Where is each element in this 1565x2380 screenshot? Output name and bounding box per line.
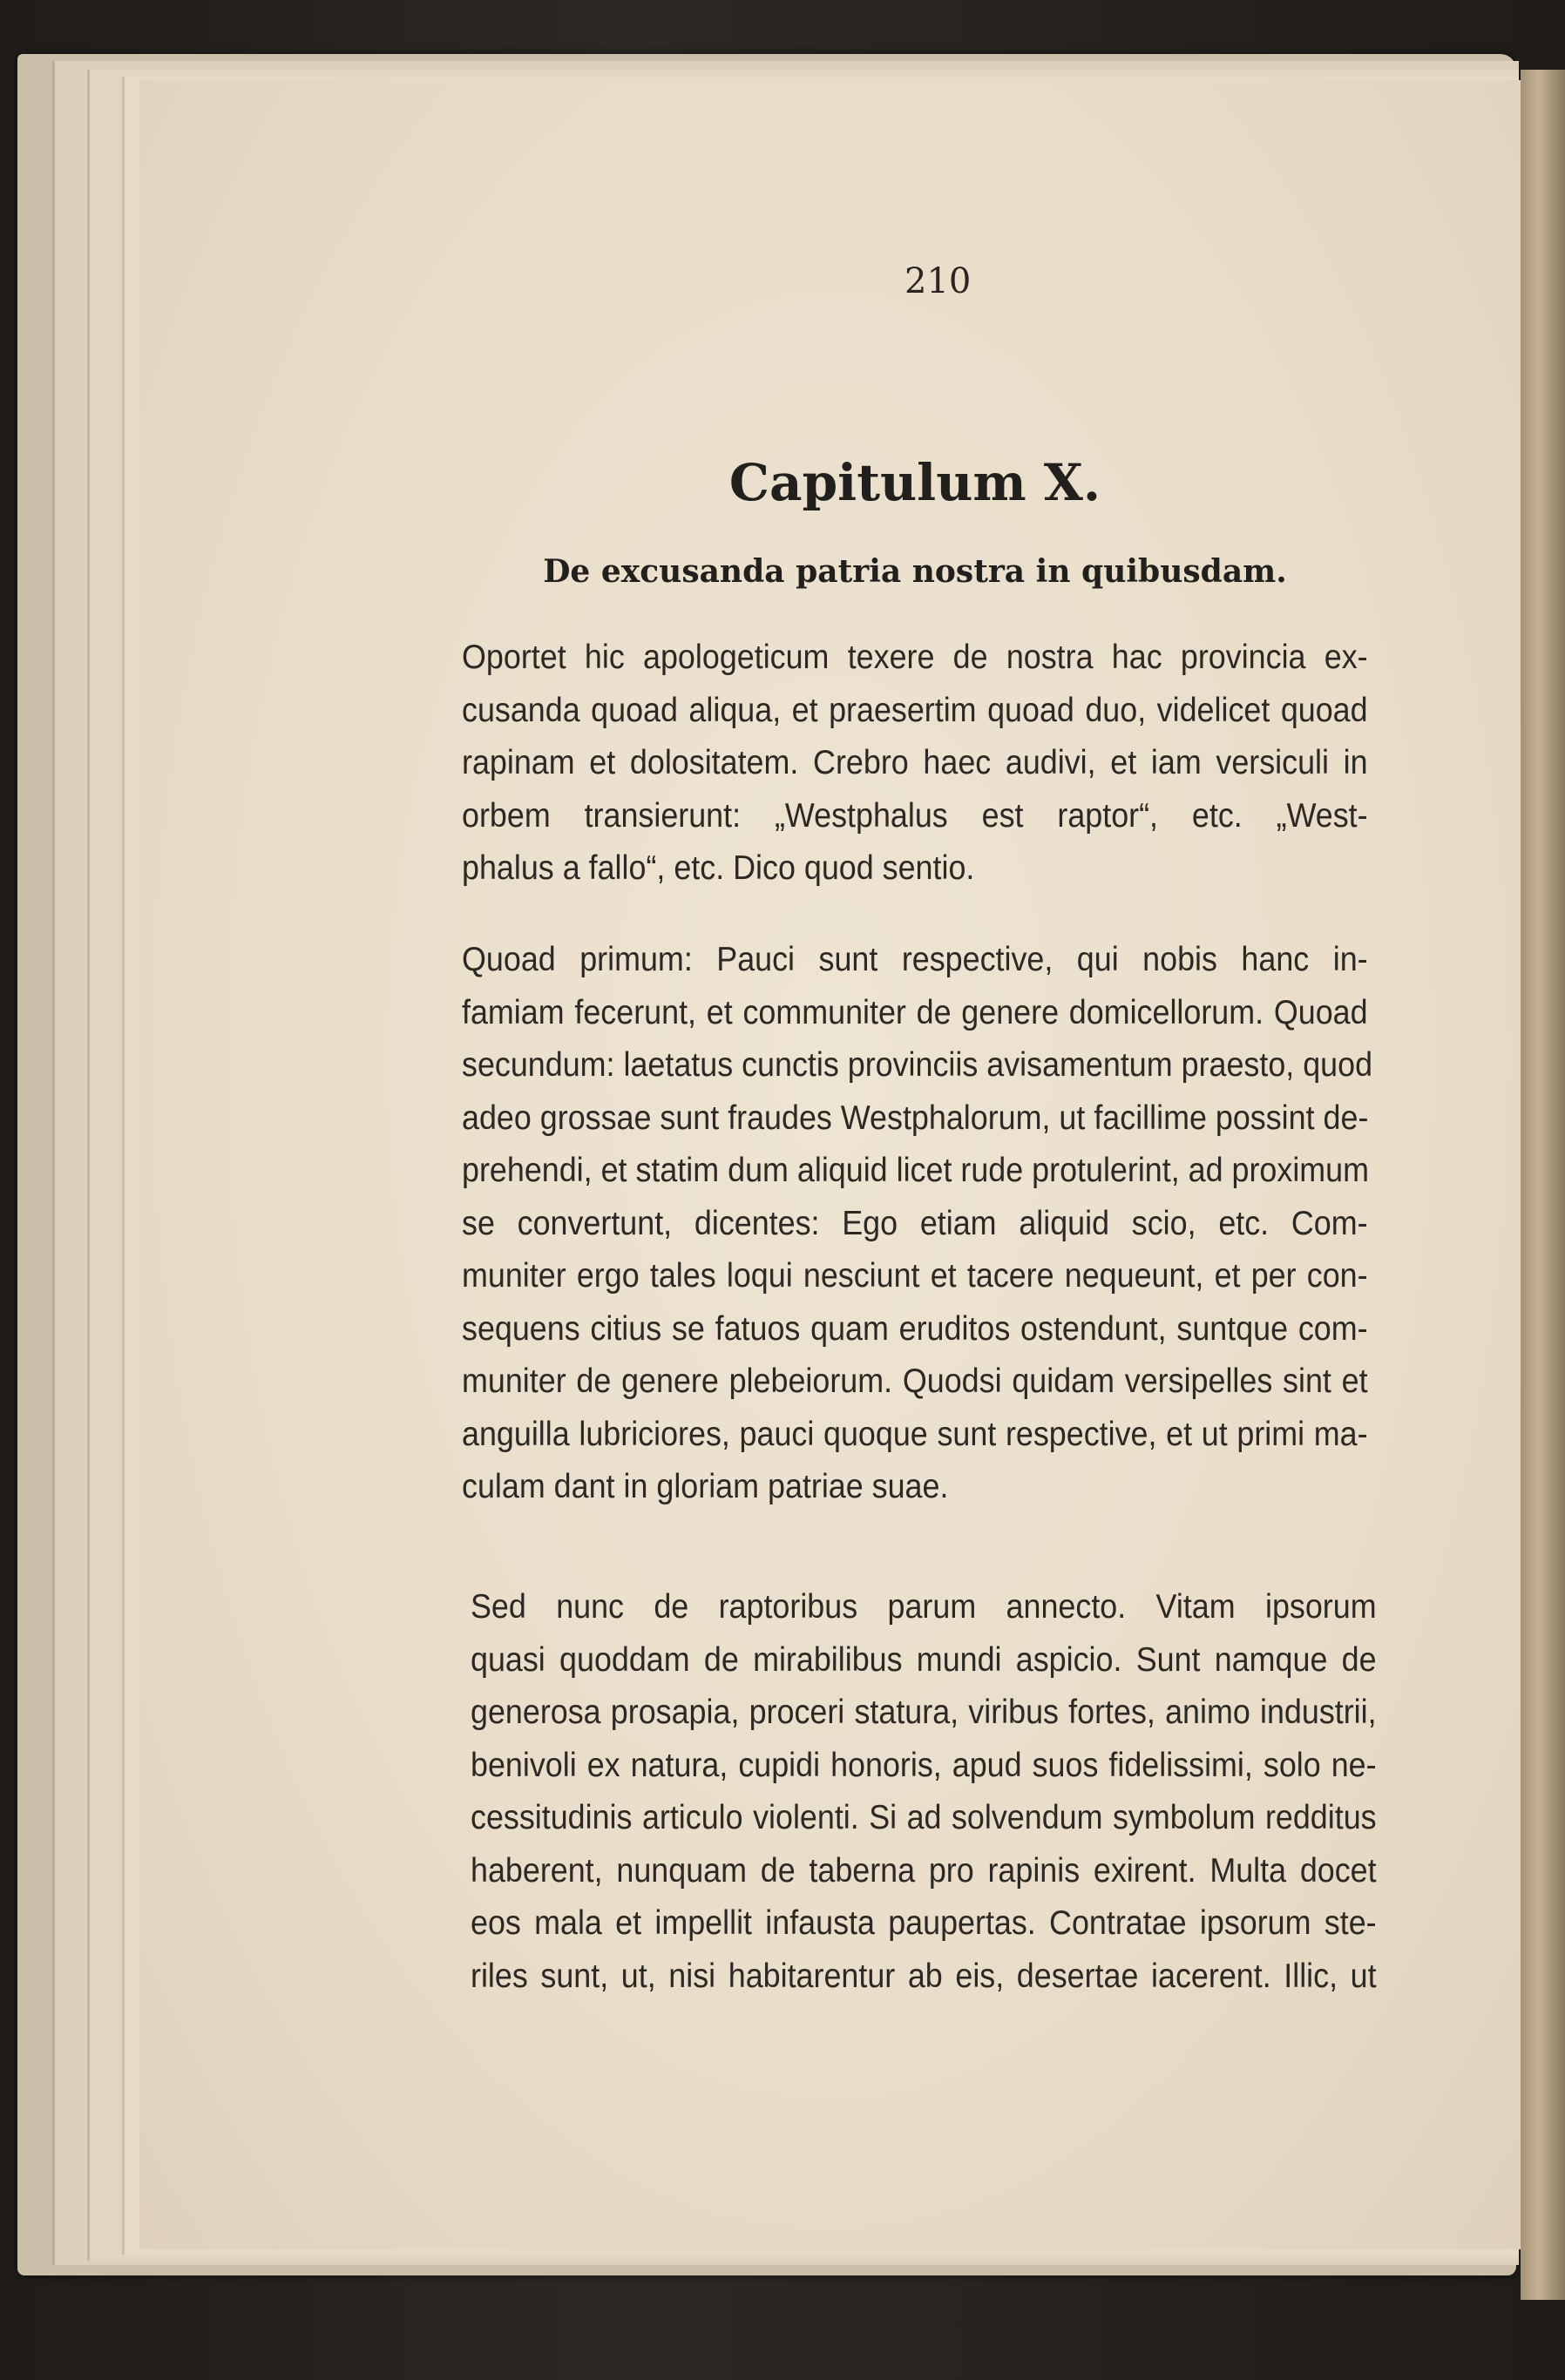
- text-line: cessitudinis articulo violenti. Si ad solvendum symbolum redditus: [471, 1799, 1377, 1836]
- text-line: anguilla lubriciores, pauci quoque sunt respective, et ut primi ma-: [462, 1415, 1368, 1453]
- text-line: benivoli ex natura, cupidi honoris, apud suos fidelissimi, solo ne-: [471, 1746, 1377, 1784]
- text-line: eos mala et impellit infausta paupertas. Contratae ipsorum ste-: [471, 1904, 1377, 1942]
- text-line: muniter ergo tales loqui nesciunt et tacere nequeunt, et per con-: [462, 1257, 1368, 1295]
- paragraph-3: [471, 1581, 1377, 2003]
- page-number: 210: [904, 261, 972, 301]
- text-line: prehendi, et statim dum aliquid licet rude protulerint, ad proximum: [462, 1152, 1370, 1189]
- chapter-title: Capitulum X.: [728, 453, 1101, 512]
- text-line: Oportet hic apologeticum texere de nostra hac provincia ex-: [462, 639, 1368, 676]
- text-line: Sed nunc de raptoribus parum annecto. Vitam ipsorum: [471, 1588, 1377, 1626]
- text-line: haberent, nunquam de taberna pro rapinis exirent. Multa docet: [471, 1851, 1377, 1890]
- text-line: orbem transierunt: „Westphalus est raptor“, etc. „West-: [462, 796, 1368, 835]
- paragraph-2: [462, 934, 1373, 1514]
- text-line: muniter de genere plebeiorum. Quodsi quidam versipelles sint et: [462, 1362, 1368, 1400]
- text-line: culam dant in gloriam patriae suae.: [462, 1468, 949, 1505]
- text-line: phalus a fallo“, etc. Dico quod sentio.: [462, 849, 975, 887]
- text-line: secundum: laetatus cunctis provinciis avisamentum praesto, quod: [462, 1046, 1373, 1084]
- text-line: riles sunt, ut, nisi habitarentur ab eis, desertae iacerent. Illic, ut: [471, 1957, 1377, 1995]
- text-line: famiam fecerunt, et communiter de genere domicellorum. Quoad: [462, 993, 1368, 1031]
- text-line: adeo grossae sunt fraudes Westphalorum, ut facillime possint de-: [462, 1099, 1369, 1137]
- text-line: cusanda quoad aliqua, et praesertim quoad duo, videlicet quoad: [462, 691, 1368, 729]
- text-line: Quoad primum: Pauci sunt respective, qui nobis hanc in-: [462, 941, 1368, 978]
- text-line: generosa prosapia, proceri statura, viribus fortes, animo industrii,: [471, 1694, 1377, 1731]
- text-line: rapinam et dolositatem. Crebro haec audivi, et iam versiculi in: [462, 744, 1368, 781]
- paragraph-1: [462, 632, 1368, 896]
- book-spine-edge: [1521, 70, 1565, 2300]
- text-line: se convertunt, dicentes: Ego etiam aliquid scio, etc. Com-: [462, 1204, 1368, 1242]
- text-line: sequens citius se fatuos quam eruditos ostendunt, suntque com-: [462, 1309, 1368, 1348]
- chapter-subtitle: De excusanda patria nostra in quibusdam.: [543, 553, 1287, 590]
- text-line: quasi quoddam de mirabilibus mundi aspicio. Sunt namque de: [471, 1640, 1377, 1679]
